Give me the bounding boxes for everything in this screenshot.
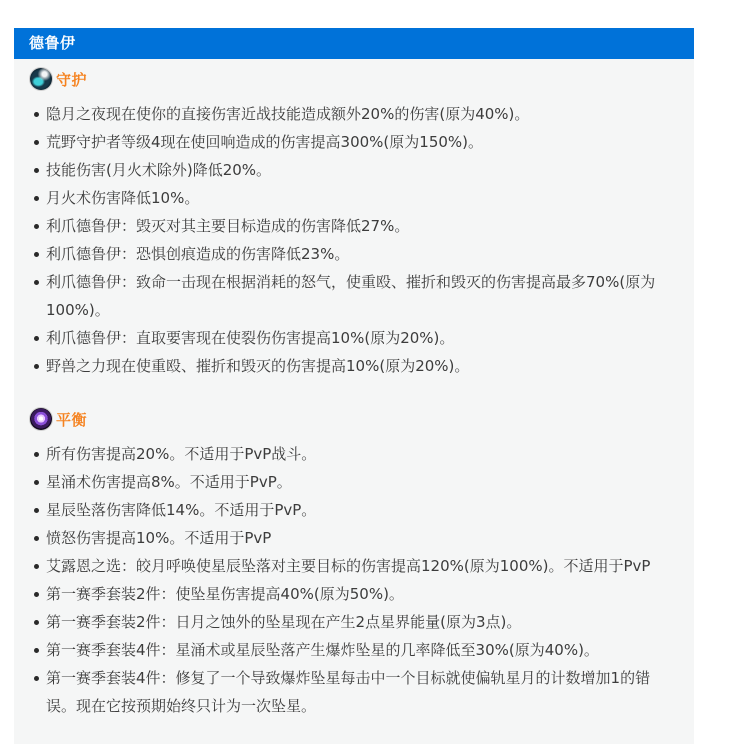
list-item xyxy=(34,156,674,184)
panel-body xyxy=(14,59,694,744)
sections-container xyxy=(30,68,674,720)
patch-notes-panel xyxy=(14,28,694,744)
patch-notes-list xyxy=(30,100,674,380)
list-item xyxy=(34,184,674,212)
list-item-text: 月火术伤害降低10%。 xyxy=(46,189,200,207)
list-item-text: 第一赛季套装4件：星涌术或星辰坠落产生爆炸坠星的几率降低至30%(原为40%)。 xyxy=(46,641,599,659)
list-item-text: 利爪德鲁伊：恐惧创痕造成的伤害降低23%。 xyxy=(46,245,350,263)
list-item xyxy=(34,524,674,552)
list-item-text: 第一赛季套装4件：修复了一个导致爆炸坠星每击中一个目标就使偏轨星月的计数增加1的错误。现在它按预期始终只计为一次坠星。 xyxy=(46,669,651,715)
list-item xyxy=(34,324,674,352)
list-item-text: 荒野守护者等级4现在使回响造成的伤害提高300%(原为150%)。 xyxy=(46,133,484,151)
spec-title: 守护 xyxy=(56,70,88,89)
list-item xyxy=(34,580,674,608)
list-item xyxy=(34,440,674,468)
list-item xyxy=(34,352,674,380)
list-item xyxy=(34,496,674,524)
list-item xyxy=(34,468,674,496)
class-header-bar xyxy=(14,28,694,59)
list-item-text: 隐月之夜现在使你的直接伤害近战技能造成额外20%的伤害(原为40%)。 xyxy=(46,105,530,123)
list-item xyxy=(34,212,674,240)
list-item xyxy=(34,636,674,664)
list-item xyxy=(34,608,674,636)
list-item xyxy=(34,552,674,580)
list-item xyxy=(34,100,674,128)
spec-heading xyxy=(30,408,674,430)
list-item-text: 利爪德鲁伊：致命一击现在根据消耗的怒气，使重殴、摧折和毁灭的伤害提高最多70%(原为100%)。 xyxy=(46,273,656,319)
spec-section xyxy=(30,68,674,380)
spec-heading xyxy=(30,68,674,90)
list-item-text: 野兽之力现在使重殴、摧折和毁灭的伤害提高10%(原为20%)。 xyxy=(46,357,470,375)
guardian-spec-icon xyxy=(30,68,52,90)
list-item xyxy=(34,240,674,268)
list-item-text: 第一赛季套装2件：日月之蚀外的坠星现在产生2点星界能量(原为3点)。 xyxy=(46,613,522,631)
list-item-text: 星辰坠落伤害降低14%。不适用于PvP。 xyxy=(46,501,317,519)
list-item xyxy=(34,664,674,720)
page-title: 德鲁伊 xyxy=(29,34,76,52)
list-item-text: 利爪德鲁伊：直取要害现在使裂伤伤害提高10%(原为20%)。 xyxy=(46,329,455,347)
list-item-text: 艾露恩之选：皎月呼唤使星辰坠落对主要目标的伤害提高120%(原为100%)。不适用于PvP xyxy=(46,557,651,575)
spec-title: 平衡 xyxy=(56,410,88,429)
balance-spec-icon xyxy=(30,408,52,430)
list-item xyxy=(34,268,674,324)
list-item-text: 第一赛季套装2件：使坠星伤害提高40%(原为50%)。 xyxy=(46,585,404,603)
list-item-text: 星涌术伤害提高8%。不适用于PvP。 xyxy=(46,473,292,491)
patch-notes-list xyxy=(30,440,674,720)
list-item-text: 利爪德鲁伊：毁灭对其主要目标造成的伤害降低27%。 xyxy=(46,217,410,235)
spec-section xyxy=(30,408,674,720)
list-item-text: 愤怒伤害提高10%。不适用于PvP xyxy=(46,529,272,547)
list-item-text: 所有伤害提高20%。不适用于PvP战斗。 xyxy=(46,445,317,463)
list-item xyxy=(34,128,674,156)
list-item-text: 技能伤害(月火术除外)降低20%。 xyxy=(46,161,272,179)
